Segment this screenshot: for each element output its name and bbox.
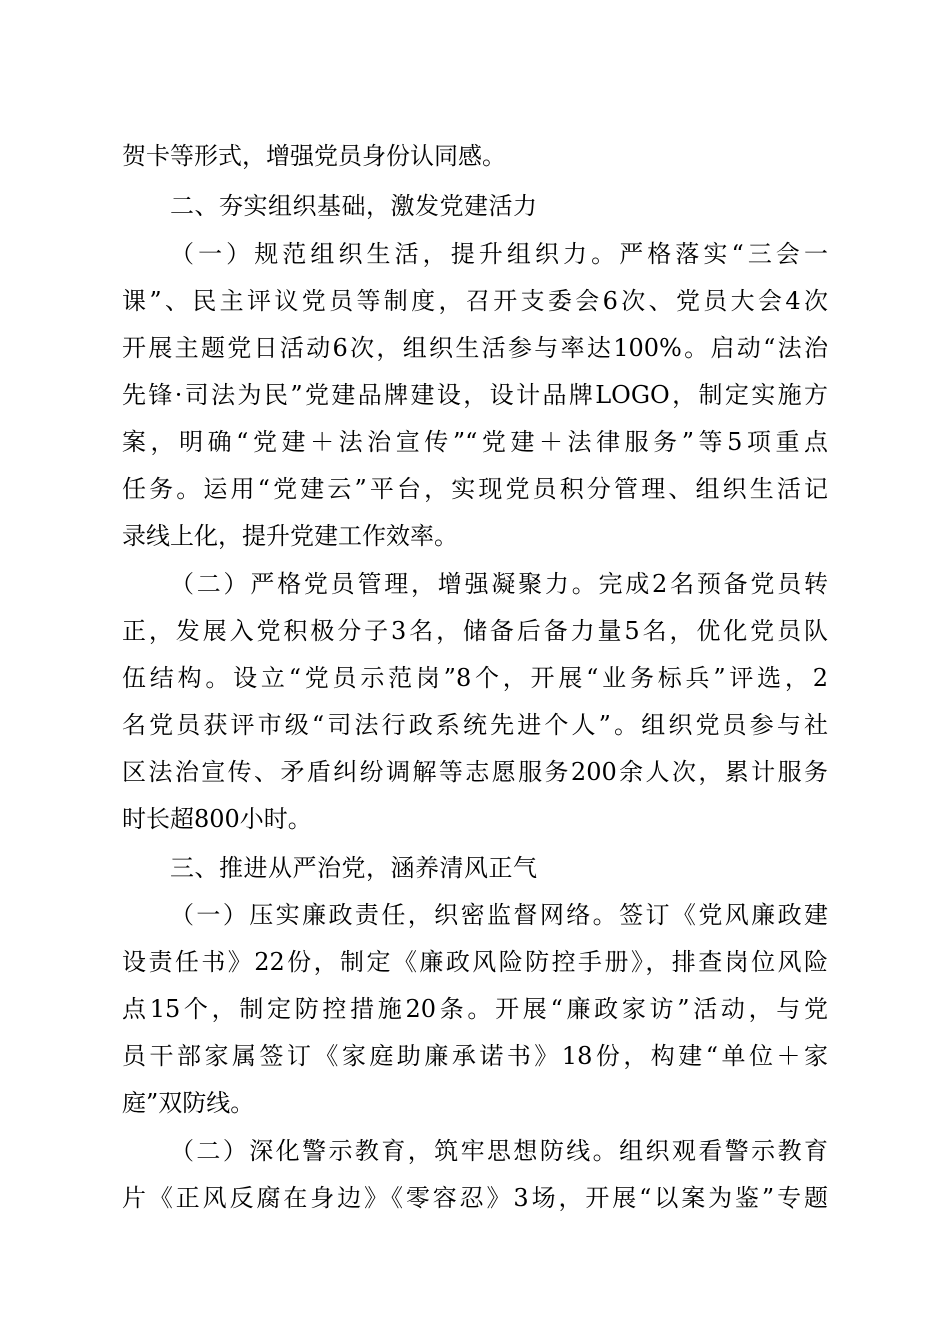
paragraph-line: 任务。运用“党建云”平台，实现党员积分管理、组织生活记 — [122, 475, 828, 503]
paragraph-line: （二）严格党员管理，增强凝聚力。完成2名预备党员转 — [170, 570, 828, 598]
paragraph-line: 案，明确“党建＋法治宣传”“党建＋法律服务”等5项重点 — [122, 428, 828, 456]
section-heading: 二、夯实组织基础，激发党建活力 — [170, 192, 538, 220]
paragraph-line: 庭”双防线。 — [122, 1089, 255, 1117]
section-heading: 三、推进从严治党，涵养清风正气 — [170, 854, 538, 882]
paragraph-line: 区法治宣传、矛盾纠纷调解等志愿服务200余人次，累计服务 — [122, 758, 828, 786]
paragraph-line: 贺卡等形式，增强党员身份认同感。 — [122, 142, 506, 170]
paragraph-line: （一）压实廉政责任，织密监督网络。签订《党风廉政建 — [170, 901, 828, 929]
paragraph-line: 员干部家属签订《家庭助廉承诺书》18份，构建“单位＋家 — [122, 1042, 828, 1070]
paragraph-line: 课”、民主评议党员等制度，召开支委会6次、党员大会4次 — [122, 287, 828, 315]
paragraph-line: 正，发展入党积极分子3名，储备后备力量5名，优化党员队 — [122, 617, 828, 645]
paragraph-line: 录线上化，提升党建工作效率。 — [122, 522, 458, 550]
paragraph-line: 开展主题党日活动6次，组织生活参与率达100%。启动“法治 — [122, 334, 828, 362]
paragraph-line: （二）深化警示教育，筑牢思想防线。组织观看警示教育 — [170, 1137, 828, 1165]
paragraph-line: 伍结构。设立“党员示范岗”8个，开展“业务标兵”评选，2 — [122, 664, 828, 692]
paragraph-line: 设责任书》22份，制定《廉政风险防控手册》，排查岗位风险 — [122, 948, 828, 976]
paragraph-line: 时长超800小时。 — [122, 805, 312, 833]
paragraph-line: 先锋·司法为民”党建品牌建设，设计品牌LOGO，制定实施方 — [122, 381, 828, 409]
paragraph-line: 片《正风反腐在身边》《零容忍》3场，开展“以案为鉴”专题 — [122, 1184, 828, 1212]
paragraph-line: （一）规范组织生活，提升组织力。严格落实“三会一 — [170, 240, 828, 268]
paragraph-line: 名党员获评市级“司法行政系统先进个人”。组织党员参与社 — [122, 711, 828, 739]
paragraph-line: 点15个，制定防控措施20条。开展“廉政家访”活动，与党 — [122, 995, 828, 1023]
